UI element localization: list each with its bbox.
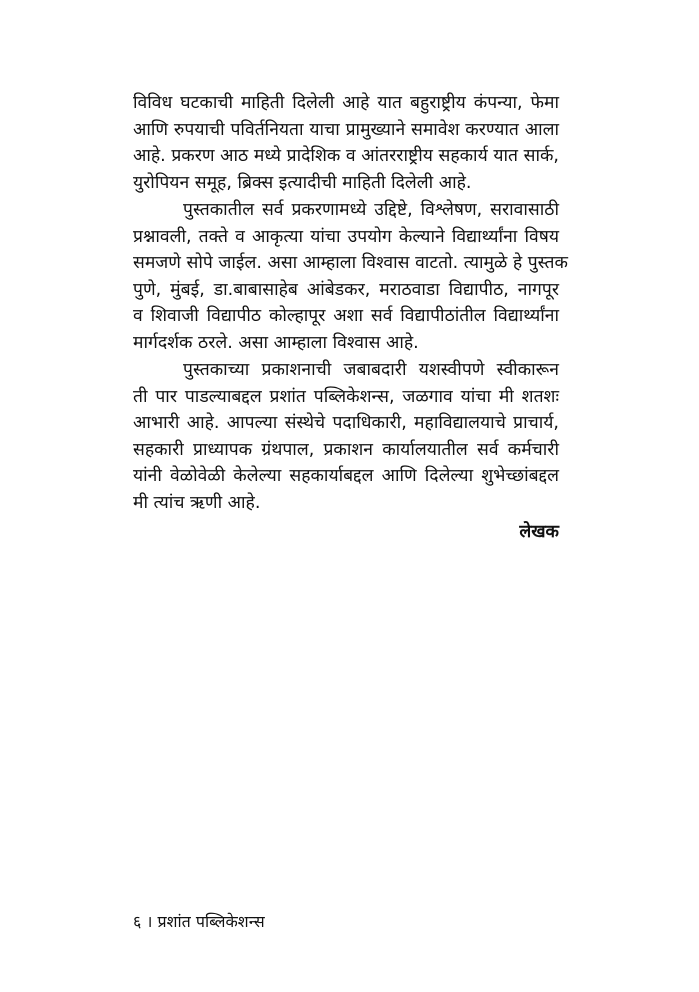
text-line: आणि रुपयाची पविर्तनियता याचा प्रामुख्याने समावेश करण्यात आला (133, 119, 559, 140)
text-line: ती पार पाडल्याबद्दल प्रशांत पब्लिकेशन्स, जळगाव यांचा मी शतशः (133, 386, 559, 407)
text-line: सहकारी प्राध्यापक ग्रंथपाल, प्रकाशन कार्यालयातील सर्व कर्मचारी (133, 439, 559, 460)
page-footer: ६ । प्रशांत पब्लिकेशन्स (133, 912, 265, 931)
text-line: आभारी आहे. आपल्या संस्थेचे पदाधिकारी, महाविद्यालयाचे प्राचार्य, (133, 413, 559, 433)
text-line: व शिवाजी विद्यापीठ कोल्हापूर अशा सर्व विद्यापीठांतील विद्यार्थ्यांना (133, 306, 559, 326)
text-line: मी त्यांच ऋणी आहे. (133, 492, 261, 513)
text-line: पुस्तकाच्या प्रकाशनाची जबाबदारी यशस्वीपणे स्वीकारून (183, 360, 559, 380)
author-signature: लेखक (519, 522, 559, 542)
paragraph-2 (133, 197, 568, 356)
text-line: युरोपियन समूह, ब्रिक्स इत्यादीची माहिती दिलेली आहे. (133, 172, 472, 193)
text-line: यांनी वेळोवेळी केलेल्या सहकार्याबद्दल आणि दिलेल्या शुभेच्छांबद्दल (133, 466, 559, 486)
text-line: पुस्तकातील सर्व प्रकरणामध्ये उद्दिष्टे, विश्लेषण, सरावासाठी (183, 200, 559, 220)
text-line: समजणे सोपे जाईल. असा आम्हाला विश्वास वाटतो. त्यामुळे हे पुस्तक (133, 253, 568, 273)
page-body (133, 90, 568, 546)
text-line: प्रश्नावली, तक्ते व आकृत्या यांचा उपयोग केल्याने विद्यार्थ्यांना विषय (133, 226, 559, 247)
text-line: विविध घटकाची माहिती दिलेली आहे यात बहुराष्ट्रीय कंपन्या, फेमा (133, 93, 559, 113)
text-line: मार्गदर्शक ठरले. असा आम्हाला विश्वास आहे. (133, 332, 419, 353)
paragraph-1 (133, 90, 559, 196)
text-line: आहे. प्रकरण आठ मध्ये प्रादेशिक व आंतरराष्ट्रीय सहकार्य यात सार्क, (133, 146, 559, 166)
text-line: पुणे, मुंबई, डा.बाबासाहेब आंबेडकर, मराठवाडा विद्यापीठ, नागपूर (133, 279, 559, 300)
paragraph-3 (133, 357, 559, 516)
